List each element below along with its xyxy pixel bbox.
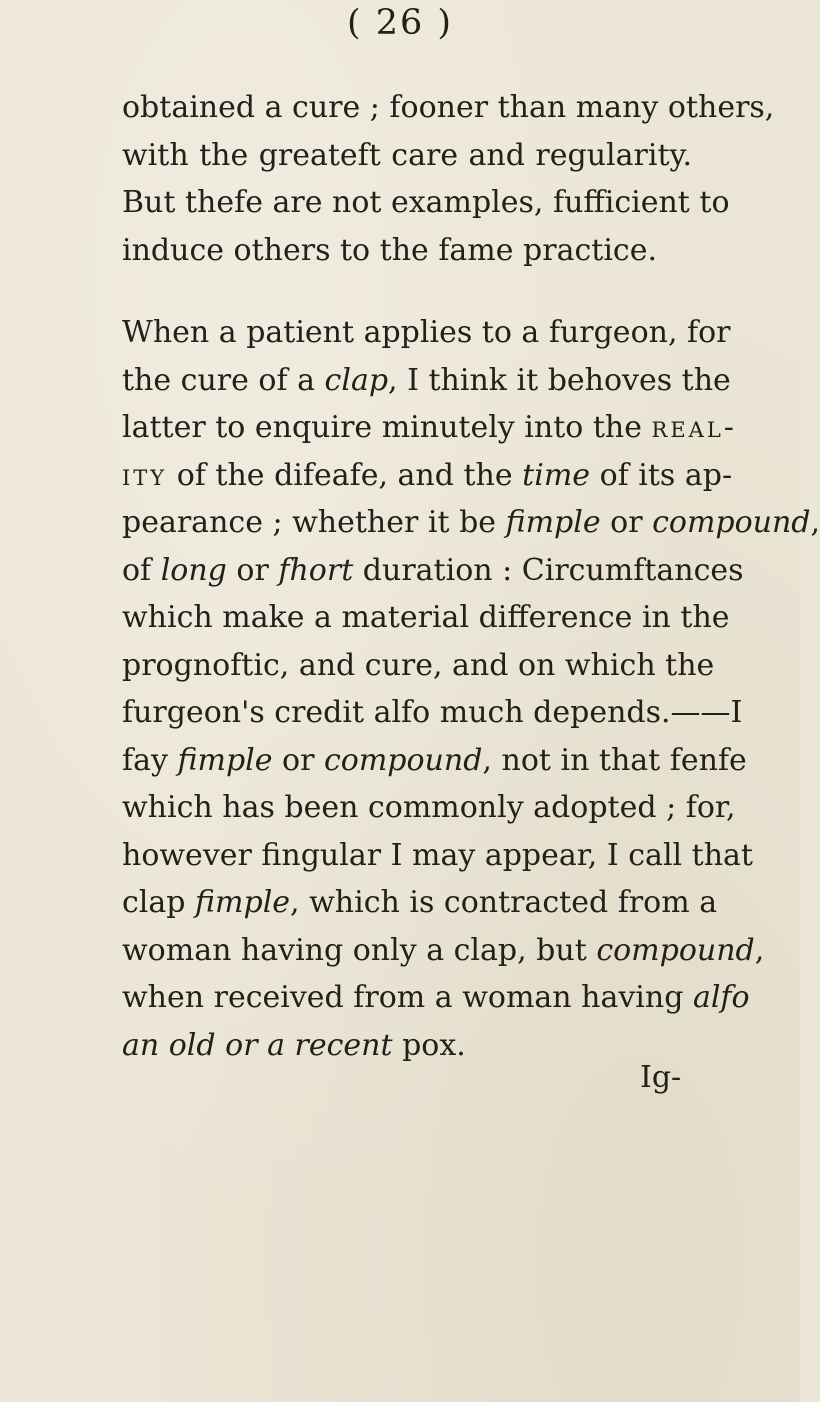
italic-text: fimple bbox=[177, 742, 273, 778]
text-run: duration : Circumftances bbox=[353, 552, 744, 588]
text-run: clap bbox=[122, 885, 196, 920]
italic-text: clap bbox=[324, 362, 389, 398]
text-run: pearance ; whether it be bbox=[122, 505, 506, 540]
italic-text: alfo bbox=[692, 980, 750, 1015]
text-run: prognoftic, and cure, and on which the bbox=[122, 647, 715, 683]
text-run: or bbox=[600, 505, 653, 540]
text-run: which has been commonly adopted ; for, bbox=[122, 790, 736, 825]
text-line bbox=[122, 357, 731, 405]
italic-text: compound bbox=[596, 932, 755, 968]
text-line bbox=[122, 784, 736, 832]
text-line bbox=[122, 594, 730, 642]
text-line bbox=[122, 927, 765, 975]
text-line bbox=[122, 642, 715, 690]
text-run: pox. bbox=[392, 1027, 466, 1063]
italic-text: fhort bbox=[278, 552, 354, 588]
paragraph bbox=[122, 309, 820, 1069]
text-line bbox=[122, 974, 750, 1022]
italic-text: fimple bbox=[505, 505, 601, 540]
text-run: woman having only a clap, but bbox=[122, 932, 597, 968]
text-run: obtained a cure ; fooner than many others, bbox=[122, 90, 775, 125]
italic-text: compound bbox=[652, 505, 811, 540]
text-run: latter to enquire minutely into the bbox=[122, 410, 652, 445]
text-run: the cure of a bbox=[122, 362, 325, 398]
text-run: , bbox=[754, 932, 765, 968]
text-line bbox=[122, 499, 820, 547]
text-line bbox=[122, 879, 718, 927]
text-run: When a patient applies to a furgeon, for bbox=[122, 315, 731, 350]
text-run: or bbox=[272, 742, 324, 778]
text-line bbox=[122, 547, 744, 595]
small-caps-text: real- bbox=[651, 410, 737, 445]
small-caps-text: ity bbox=[122, 457, 168, 493]
italic-text: fimple bbox=[195, 885, 291, 920]
text-run: of its ap- bbox=[590, 457, 733, 493]
text-line bbox=[122, 832, 753, 880]
text-run: which make a material difference in the bbox=[122, 600, 730, 635]
text-line bbox=[122, 452, 733, 500]
text-line bbox=[122, 179, 730, 227]
text-run: furgeon's credit alfo much depends.——I bbox=[122, 695, 743, 730]
italic-text: an old or a recent bbox=[122, 1027, 393, 1063]
text-run: with the greateft care and regularity. bbox=[122, 137, 692, 173]
text-run: fay bbox=[122, 742, 178, 778]
text-run: But thefe are not examples, fufficient to bbox=[122, 185, 730, 220]
text-run: of the difeafe, and the bbox=[167, 457, 523, 493]
text-run: or bbox=[226, 552, 279, 588]
text-line bbox=[122, 689, 743, 737]
text-run: , bbox=[810, 505, 820, 540]
text-run: of bbox=[122, 552, 161, 588]
text-run: , I think it behoves the bbox=[388, 362, 731, 398]
text-line bbox=[122, 309, 731, 357]
text-run: induce others to the fame practice. bbox=[122, 232, 658, 268]
text-run: , which is contracted from a bbox=[290, 885, 718, 920]
text-run: when received from a woman having bbox=[122, 980, 693, 1015]
text-line bbox=[122, 737, 747, 785]
text-run: , not in that fenfe bbox=[482, 742, 747, 778]
text-line bbox=[122, 1022, 692, 1070]
paragraph bbox=[122, 84, 775, 274]
body-text bbox=[122, 84, 820, 1069]
text-line bbox=[122, 132, 692, 180]
italic-text: time bbox=[522, 457, 591, 493]
catchword: Ig- bbox=[640, 1060, 682, 1095]
text-line bbox=[122, 227, 692, 275]
text-line bbox=[122, 404, 737, 452]
italic-text: long bbox=[160, 552, 227, 588]
text-run: however fingular I may appear, I call that bbox=[122, 837, 753, 873]
page-number: ( 26 ) bbox=[346, 3, 454, 43]
italic-text: compound bbox=[323, 742, 483, 778]
text-line bbox=[122, 84, 775, 132]
